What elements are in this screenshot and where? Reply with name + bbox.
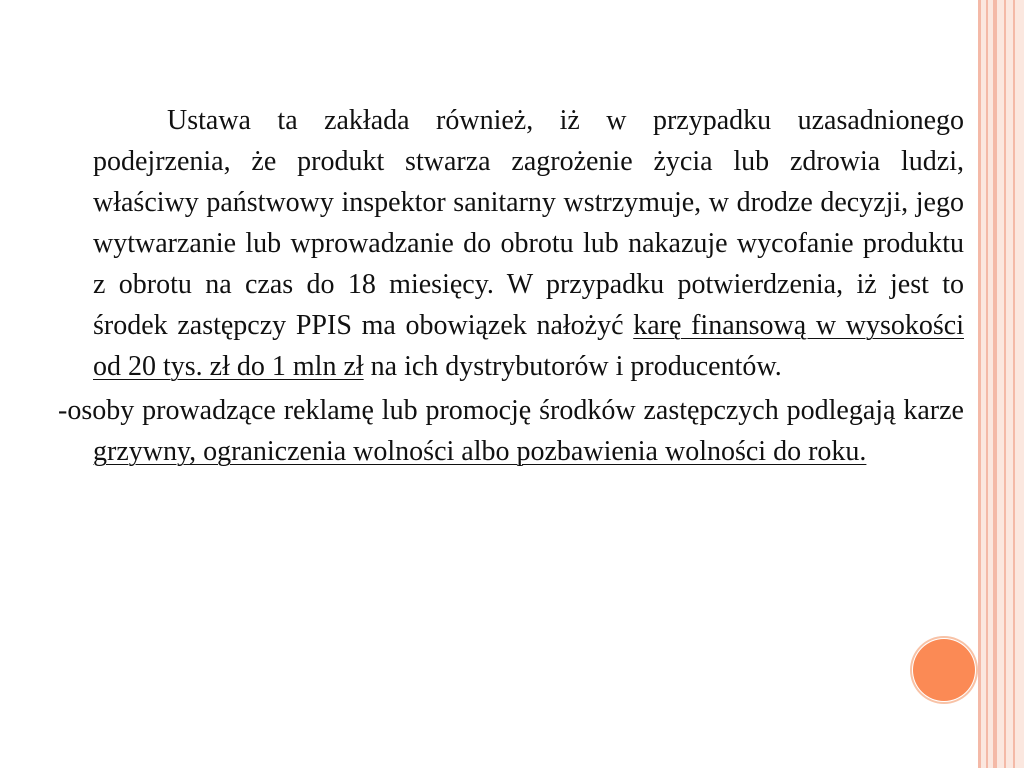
paragraph-text: -osoby prowadzące reklamę lub promocję środków zastępczych podlegają karze — [58, 395, 964, 426]
paragraph-text: na ich dystrybutorów i producentów. — [363, 351, 782, 382]
paragraph-penalty-info — [58, 100, 964, 387]
right-border-stripe — [993, 0, 997, 768]
underlined-penalty: grzywny, ograniczenia wolności albo pozbawienia wolności do roku. — [93, 436, 867, 467]
slide-body — [58, 100, 964, 472]
right-border-stripe — [1004, 0, 1006, 768]
decorative-circle — [913, 639, 975, 701]
right-border-band — [997, 0, 1024, 768]
paragraph-advertising-penalty — [58, 390, 964, 472]
right-border-stripe — [1013, 0, 1015, 768]
underlined-fine-amount: karę finansową w wysokości od 20 tys. zł do 1 mln zł — [93, 310, 964, 382]
paragraph-text: Ustawa ta zakłada również, iż w przypadku uzasadnionego podejrzenia, że produkt stwarza zagrożenie życia lub zdrowia ludzi, właściwy państwowy inspektor sanitarny wstrzymuje, w drodze decyzji, jego wytwarzanie lub wprowadzanie do obrotu lub nakazuje wycofanie produktu z obrotu na czas do 18 miesięcy. W przypadku potwierdzenia, iż jest to środek zastępczy PPIS ma obowiązek nałożyć — [93, 105, 964, 341]
